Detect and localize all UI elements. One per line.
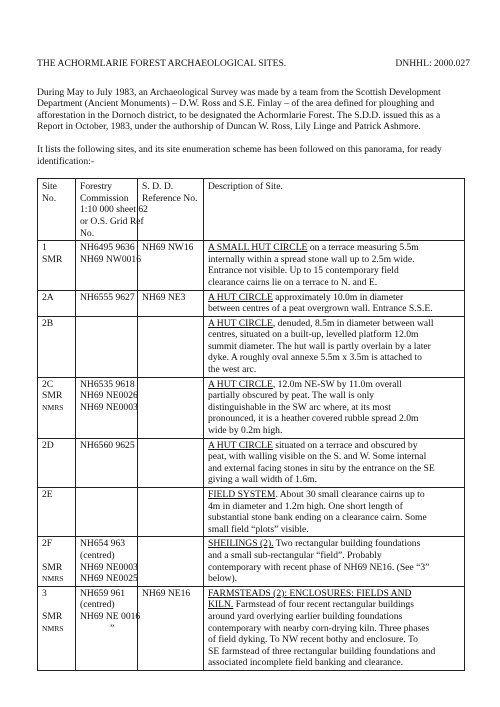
description-line: clearance cairns lie on a terrace to N. and E. — [208, 276, 378, 288]
sdd-ref-cell — [138, 586, 204, 670]
sdd-ref-cell — [138, 537, 204, 586]
grid-ref-cell — [76, 316, 138, 377]
grid-ref-line: NH69 NE0025 — [80, 573, 138, 585]
grid-ref-line: NH69 NE0026 — [80, 390, 138, 402]
site-type-title: SHEILINGS (2). — [208, 538, 274, 550]
description-line: below). — [208, 573, 238, 585]
header-description: Description of Site. — [204, 179, 465, 241]
description-first-line — [208, 318, 461, 330]
grid-ref-cell — [76, 537, 138, 586]
site-type-title: A HUT CIRCLE — [208, 439, 273, 451]
site-no-cell — [38, 586, 76, 670]
description-line: the west arc. — [208, 364, 257, 376]
description-line: 4m in diameter and 1.2m high. One short length of — [208, 500, 403, 512]
description-cell — [204, 316, 465, 377]
description-line: partially obscured by peat. The wall is only — [208, 390, 375, 402]
grid-ref-line: (centred) — [80, 599, 115, 611]
site-type-title: A HUT CIRCLE — [208, 378, 273, 390]
sdd-ref-cell — [138, 438, 204, 487]
description-text: . About 30 small clearance cairns up to — [275, 489, 425, 500]
site-no-line: 1 — [42, 242, 47, 254]
document-title: THE ACHORMLARIE FOREST ARCHAEOLOGICAL SITES. — [37, 58, 287, 69]
description-text: approximately 10.0m in diameter — [272, 291, 404, 303]
description-line: dyke. A roughly oval annexe 5.5m x 3.5m is attached to — [208, 352, 422, 364]
description-line: around yard overlying earlier building foundations — [208, 610, 403, 622]
sites-table — [37, 178, 465, 671]
grid-ref-line: NH69 NE0003 — [80, 561, 138, 573]
site-no-line: 3 — [42, 587, 47, 599]
grid-ref-line: ” — [110, 622, 115, 634]
grid-ref-line: NH69 NE 0016 — [80, 610, 141, 622]
site-no-line: SMR — [42, 561, 63, 573]
site-no-line — [42, 599, 72, 611]
listing-line: It lists the following sites, and its site enumeration scheme has been followed on this panorama, for ready — [37, 143, 442, 155]
description-line: and external facing stones in situ by the entrance on the SE — [208, 462, 435, 474]
sdd-ref-cell — [138, 241, 204, 290]
description-first-line — [208, 440, 461, 452]
grid-ref-line: NH6495 9636 — [80, 242, 135, 254]
grid-ref-line: NH659 961 — [80, 587, 126, 599]
sdd-ref-cell — [138, 377, 204, 438]
description-text: , 12.0m NE-SW by 11.0m overall — [272, 378, 402, 390]
description-text: Two rectangular building foundations — [273, 538, 421, 550]
description-text: situated on a terrace and obscured by — [272, 439, 418, 451]
sdd-ref: NH69 NE16 — [142, 587, 191, 599]
site-type-title: FIELD SYSTEM — [208, 489, 276, 500]
site-no-line: 2A — [42, 291, 54, 303]
site-type-title: A HUT CIRCLE — [208, 291, 273, 303]
grid-ref-line: NH654 963 — [80, 538, 126, 550]
grid-ref-line: (centred) — [80, 549, 115, 561]
description-line: substantial stone bank ending on a clearance cairn. Some — [208, 512, 427, 524]
table-header-row — [38, 179, 465, 241]
site-type-title: KILN. — [208, 599, 234, 611]
table-row — [38, 586, 465, 670]
site-no-line: 2C — [42, 378, 54, 390]
grid-ref-cell — [76, 377, 138, 438]
description-line: contemporary with nearby corn-drying kiln. Three phases — [208, 622, 430, 634]
description-first-line — [208, 599, 461, 611]
header-sdd-ref: S. D. D. Reference No. — [138, 179, 204, 241]
site-no-cell — [38, 241, 76, 290]
description-line: SE farmstead of three rectangular building foundations and — [208, 645, 436, 657]
grid-ref-cell — [76, 586, 141, 670]
header-forestry-ref: Forestry Commission 1:10 000 sheet 62 or O.S. Grid Ref No. — [76, 179, 138, 241]
listing-line: identification:- — [37, 155, 95, 167]
table-row — [38, 537, 465, 586]
description-line: giving a wall width of 1.6m. — [208, 474, 317, 486]
description-first-line — [208, 242, 461, 254]
grid-ref-cell — [76, 290, 138, 316]
description-first-line — [208, 379, 461, 391]
grid-ref-line: NH6555 9627 — [80, 291, 135, 303]
description-text: Farmstead of four recent rectangular buildings — [233, 599, 414, 611]
site-no-cell — [38, 488, 76, 537]
sdd-ref-cell — [138, 290, 204, 316]
site-type-title: A HUT CIRCLE — [208, 317, 273, 329]
table-row — [38, 488, 465, 537]
document-header — [37, 58, 476, 70]
listing-paragraph — [37, 144, 476, 167]
description-first-line — [208, 588, 461, 600]
description-line: and a small sub-rectangular “field”. Probably — [208, 549, 382, 561]
description-line: Entrance not visible. Up to 15 contemporary field — [208, 265, 399, 277]
intro-line: During May to July 1983, an Archaeological Survey was made by a team from the Scottish Development — [37, 86, 441, 98]
description-cell — [204, 377, 465, 438]
grid-ref-line: NH69 NE0003 — [80, 401, 138, 413]
site-no-cell — [38, 290, 76, 316]
description-line: distinguishable in the SW arc where, at its most — [208, 401, 391, 413]
table-row — [38, 438, 465, 487]
grid-ref-cell — [76, 488, 138, 537]
grid-ref-line: NH69 NW0016 — [80, 253, 142, 265]
sdd-ref-cell — [138, 316, 204, 377]
description-line: summit diameter. The hut wall is partly overlain by a later — [208, 340, 431, 352]
grid-ref-cell — [76, 438, 138, 487]
intro-line: afforestation in the Dornoch district, to be designated the Achormlarie Forest. The S.D.D. issued this as a — [37, 109, 441, 121]
site-no-line: 2F — [42, 538, 53, 550]
site-no-cell — [38, 438, 76, 487]
table-row — [38, 290, 465, 316]
description-cell — [204, 537, 465, 586]
site-no-line: 2E — [42, 489, 53, 500]
description-line: centres, situated on a built-up, levelled platform 12.0m — [208, 329, 419, 341]
description-cell — [204, 241, 465, 290]
site-type-title: FARMSTEADS (2): ENCLOSURES: FIELDS AND — [208, 587, 412, 599]
intro-line: Department (Ancient Monuments) – D.W. Ross and S.E. Finlay – of the area defined for ploughing and — [37, 98, 435, 110]
site-no-cell — [38, 316, 76, 377]
description-first-line — [208, 489, 461, 501]
site-no-line: NMRS — [42, 574, 64, 584]
description-text: on a terrace measuring 5.5m — [307, 242, 419, 254]
intro-paragraph — [37, 87, 476, 133]
table-body — [38, 241, 465, 671]
sdd-ref-cell — [138, 488, 204, 537]
site-no-cell — [38, 537, 76, 586]
intro-line: Report in October, 1983, under the authorship of Duncan W. Ross, Lily Linge and Patrick Ashmore. — [37, 121, 421, 133]
sdd-ref: NH69 NE3 — [142, 291, 186, 303]
site-type-title: A SMALL HUT CIRCLE — [208, 242, 308, 254]
grid-ref-line: NH6535 9618 — [80, 378, 135, 390]
site-no-line: NMRS — [42, 402, 64, 412]
site-no-line: 2B — [42, 317, 54, 329]
description-line: contemporary with recent phase of NH69 NE16. (See “3” — [208, 561, 430, 573]
site-no-cell — [38, 377, 76, 438]
description-line: pronounced, it is a heather covered rubble spread 2.0m — [208, 413, 419, 425]
description-cell — [204, 290, 465, 316]
description-line: between centres of a peat overgrown wall. Entrance S.S.E. — [208, 303, 433, 315]
site-no-line: SMR — [42, 253, 63, 265]
description-first-line — [208, 292, 461, 304]
sdd-ref: NH69 NW16 — [142, 242, 194, 254]
table-row — [38, 241, 465, 290]
table-row — [38, 316, 465, 377]
description-first-line — [208, 538, 461, 550]
description-line: wide by 0.2m high. — [208, 425, 283, 437]
description-line: small field “plots” visible. — [208, 523, 309, 535]
site-no-line: 2D — [42, 439, 54, 451]
description-cell — [204, 488, 465, 537]
description-line: peat, with walling visible on the S. and W. Some internal — [208, 451, 427, 463]
table-row — [38, 377, 465, 438]
site-no-line: SMR — [42, 390, 63, 402]
site-no-line: SMR — [42, 610, 63, 622]
document-reference: DNHHL: 2000.027 — [395, 58, 470, 69]
grid-ref-cell — [76, 241, 142, 290]
description-cell — [204, 438, 465, 487]
description-line: of field dyking. To NW recent bothy and enclosure. To — [208, 634, 418, 646]
description-line: associated incomplete field banking and clearance. — [208, 657, 403, 669]
description-line: internally within a spread stone wall up to 2.5m wide. — [208, 253, 415, 265]
description-cell — [204, 586, 465, 670]
description-text: , denuded, 8.5m in diameter between wall — [272, 317, 434, 329]
site-no-line: NMRS — [42, 623, 64, 633]
header-site-no: Site No. — [38, 179, 76, 241]
grid-ref-line: NH6560 9625 — [80, 439, 135, 451]
site-no-line — [42, 550, 72, 562]
